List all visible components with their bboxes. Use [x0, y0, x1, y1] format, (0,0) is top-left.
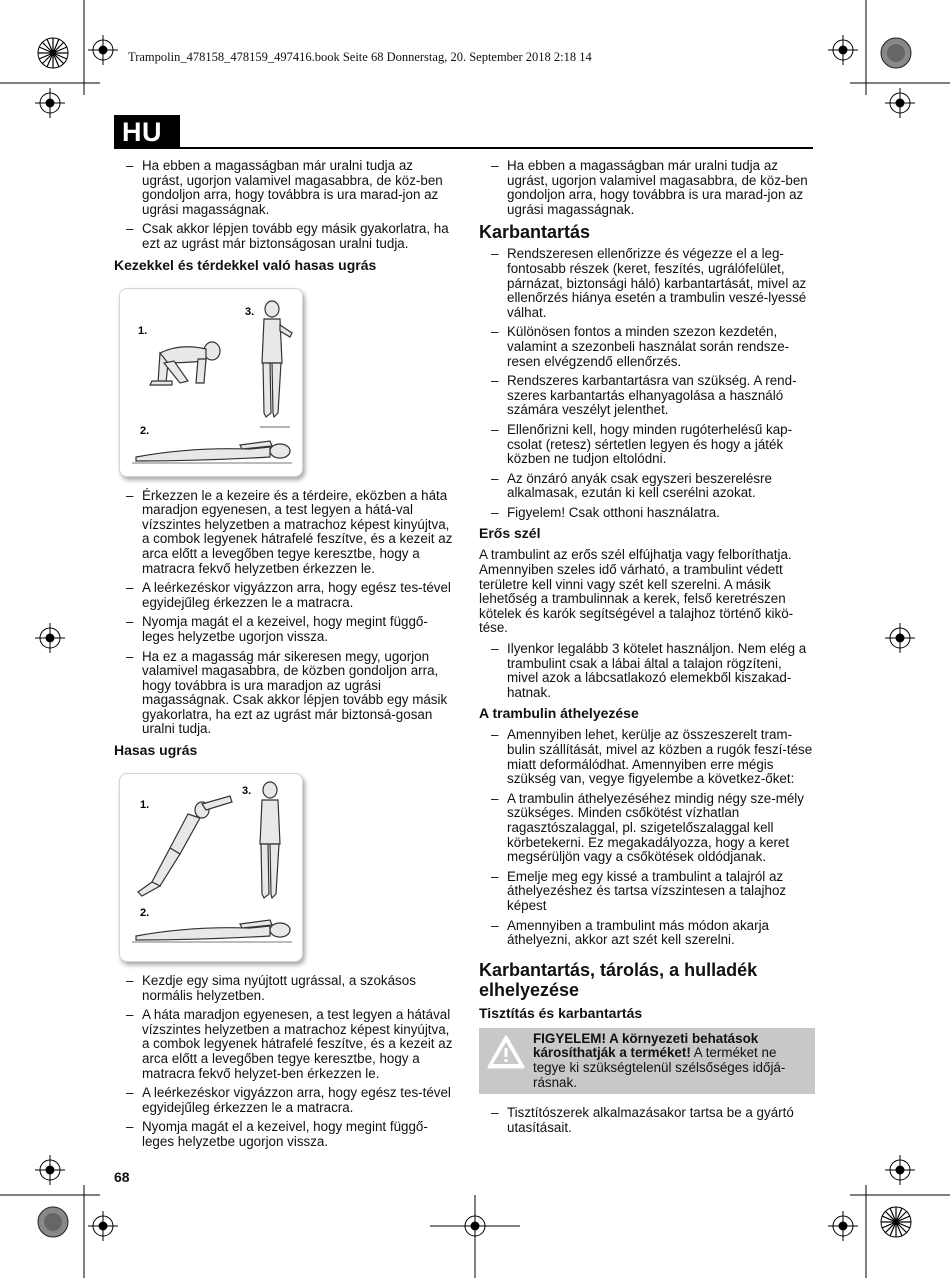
- environment-warning-box: [479, 1028, 815, 1094]
- list-item: – Amennyiben a trambulint más módon akarja áthelyezni, akkor azt szét kell szerelni.: [479, 919, 815, 948]
- storage-disposal-heading: Karbantartás, tárolás, a hulladék elhelyezése: [479, 959, 758, 1000]
- left-intro-list: [114, 159, 454, 252]
- list-item: – Emelje meg egy kissé a trambulint a talajról az áthelyezéshez és tartsa vízszintesen a talajhoz képest: [479, 870, 815, 914]
- knee-jump-figure: [119, 288, 303, 477]
- belly-jump-steps: [114, 974, 454, 1150]
- fig1-label-3: 3.: [245, 305, 255, 318]
- list-item: – A leérkezéskor vigyázzon arra, hogy egész tes-tével egyidejűleg érkezzen le a matracra.: [114, 581, 454, 610]
- list-item: – Nyomja magát el a kezeivel, hogy megint függő-leges helyzetbe ugorjon vissza.: [114, 1120, 454, 1149]
- list-item: – Ha ez a magasság már sikeresen megy, ugorjon valamivel magasabbra, de közben gondoljon arra, hogy továbbra is ura maradjon az ugrási magasságnak. Csak akkor lépjen tovább egy másik gyakorlatra, ha ezt az ugrást már biztonsá-gosan uralni tudja.: [114, 650, 454, 738]
- list-item: – Ha ebben a magasságban már uralni tudja az ugrást, ugorjon valamivel magasabbra, de köz-ben gondoljon arra, hogy továbbra is ura marad-jon az ugrási magasságnak.: [479, 159, 815, 217]
- knee-jump-illustration: [120, 289, 302, 476]
- header-rule: [180, 147, 813, 149]
- right-intro-list: [479, 159, 815, 217]
- strong-wind-list: [479, 642, 815, 700]
- list-item: – A leérkezéskor vigyázzon arra, hogy egész tes-tével egyidejűleg érkezzen le a matracra.: [114, 1086, 454, 1115]
- knee-jump-steps: [114, 489, 454, 738]
- list-item: – Rendszeresen ellenőrizze és végezze el a leg-fontosabb részek (keret, feszítés, ugrálófelület, párnázat, biztonsági háló) karbantartását, mivel az ellenőrzés hiánya esetén a trambulin veszé-lyessé válhat.: [479, 247, 815, 320]
- fig2-label-3: 3.: [242, 785, 252, 798]
- warning-body-text: A terméket ne tegye ki szükségtelenül szélsőséges időjá-rásnak.: [533, 1045, 786, 1090]
- relocation-heading: A trambulin áthelyezése: [479, 705, 639, 722]
- fig1-label-2: 2.: [140, 424, 150, 437]
- fig1-label-1: 1.: [138, 324, 148, 337]
- page-number: 68: [114, 1169, 130, 1185]
- list-item: – Ellenőrizni kell, hogy minden rugóterhelésű kap-csolat (retesz) sértetlen legyen és hogy a játék közben ne tudjon eltolódni.: [479, 423, 815, 467]
- cleaning-heading: Tisztítás és karbantartás: [479, 1004, 643, 1021]
- left-column: [114, 159, 454, 1155]
- warning-bold-text: FIGYELEM! A környezeti behatások károsíthatják a terméket!: [533, 1030, 759, 1061]
- cleaning-list: [479, 1106, 815, 1135]
- list-item: – A háta maradjon egyenesen, a test legyen a hátával vízszintes helyzetben a matrachoz képest kinyújtva, a combok legyenek hátrafelé feszítve, és a kezeit az arca előtt a levegőben tegye keresztbe, hogy a matracra fekvő helyzet-ben érkezzen le.: [114, 1008, 454, 1081]
- strong-wind-heading: Erős szél: [479, 525, 541, 542]
- list-item: – Figyelem! Csak otthoni használatra.: [479, 506, 815, 521]
- relocation-list: [479, 728, 815, 947]
- knee-jump-heading: Kezekkel és térdekkel való hasas ugrás: [114, 256, 377, 273]
- belly-jump-heading: Hasas ugrás: [114, 742, 198, 759]
- list-item: – Kezdje egy sima nyújtott ugrással, a szokásos normális helyzetben.: [114, 974, 454, 1003]
- fig2-label-1: 1.: [140, 799, 150, 812]
- list-item: – Tisztítószerek alkalmazásakor tartsa be a gyártó utasításait.: [479, 1106, 815, 1135]
- fig2-label-2: 2.: [140, 907, 150, 920]
- language-badge: HU: [114, 115, 180, 149]
- book-meta-line: Trampolin_478158_478159_497416.book Seite 68 Donnerstag, 20. September 2018 2:18 14: [128, 50, 592, 64]
- list-item: – Rendszeres karbantartásra van szükség. A rend-szeres karbantartás elhanyagolása a használó számára veszélyt jelenthet.: [479, 374, 815, 418]
- belly-jump-illustration: [120, 774, 302, 961]
- list-item: – Az önzáró anyák csak egyszeri beszerelésre alkalmasak, ezután ki kell cserélni azokat.: [479, 472, 815, 501]
- list-item: – Csak akkor lépjen tovább egy másik gyakorlatra, ha ezt az ugrást már biztonságosan uralni tudja.: [114, 222, 454, 251]
- warning-text: [529, 1032, 809, 1090]
- list-item: – Különösen fontos a minden szezon kezdetén, valamint a szezonbeli használat során rendsze-resen elvégzendő ellenőrzés.: [479, 325, 815, 369]
- list-item: – Amennyiben lehet, kerülje az összeszerelt tram-bulin szállítását, mivel az közben a rugók feszí-tése miatt deformálódhat. Amennyiben erre mégis szükség van, vegye figyelembe a következ-őket:: [479, 728, 815, 786]
- maintenance-list: [479, 247, 815, 520]
- belly-jump-figure: [119, 773, 303, 962]
- list-item: – A trambulin áthelyezéséhez mindig négy sze-mély szükséges. Minden csőkötést vízhatlan ragasztószalaggal, pl. szigetelőszalaggal kell körbetekerni. Ez megakadályozza, hogy a keret megsérüljön vagy a csőkötések oldódjanak.: [479, 792, 815, 865]
- warning-triangle-icon: [483, 1032, 529, 1090]
- maintenance-heading: Karbantartás: [479, 222, 591, 243]
- right-column: [479, 159, 815, 1140]
- strong-wind-paragraph: A trambulint az erős szél elfújhatja vagy felboríthatja. Amennyiben szeles idő várható, a trambulint védett területre kell vinni vagy szét kell szerelni. A másik lehetőség a trambulinnak a kerek, felső keretrészen kötelek és karók segítségével a talajhoz történő kikö-tése.: [479, 547, 794, 636]
- list-item: – Ilyenkor legalább 3 kötelet használjon. Nem elég a trambulint csak a lábai által a talajon rögzíteni, mivel azok a lábcsatlakozó elemekből kiszakad-hatnak.: [479, 642, 815, 700]
- list-item: – Nyomja magát el a kezeivel, hogy megint függő-leges helyzetbe ugorjon vissza.: [114, 615, 454, 644]
- list-item: – Ha ebben a magasságban már uralni tudja az ugrást, ugorjon valamivel magasabbra, de köz-ben gondoljon arra, hogy továbbra is ura marad-jon az ugrási magasságnak.: [114, 159, 454, 217]
- list-item: – Érkezzen le a kezeire és a térdeire, eközben a háta maradjon egyenesen, a test legyen a hátá-val vízszintes helyzetben a matrachoz képest kinyújtva, a combok legyenek hátrafelé feszítve, és a kezeit az arca előtt a levegőben tegye keresztbe, hogy a matracra fekvő helyzetben érkezzen le.: [114, 489, 454, 577]
